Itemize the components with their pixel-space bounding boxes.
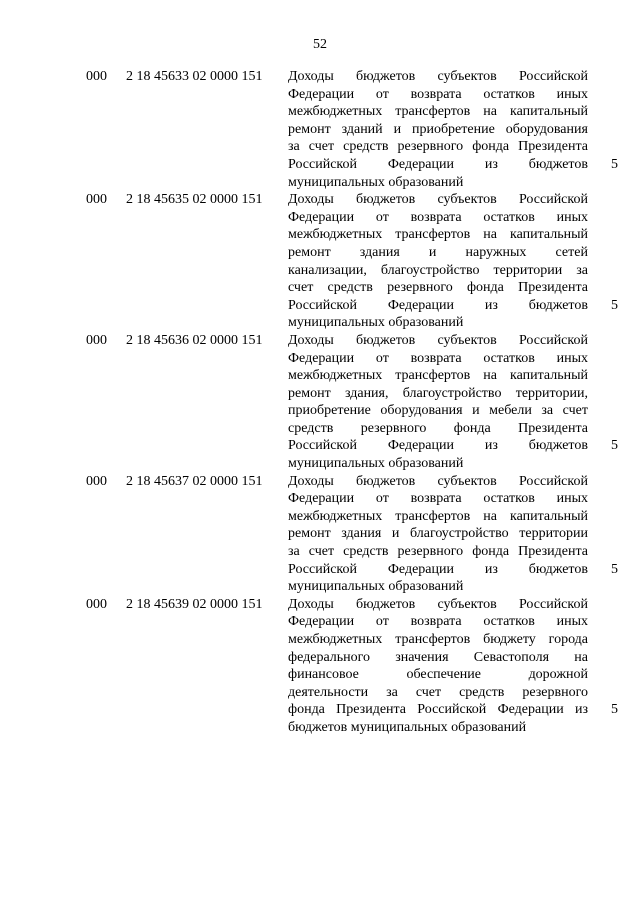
- description-line: муниципальных образований: [288, 579, 464, 595]
- description-line: Федерации от возврата остатков иных: [288, 86, 588, 102]
- income-description: [288, 332, 588, 473]
- description-line: счет средств резервного фонда Президента: [288, 280, 588, 296]
- description-line: ремонт здания и наружных сетей: [288, 244, 588, 260]
- page-number: 52: [313, 37, 327, 52]
- description-line: Российской Федерации из бюджетов: [288, 297, 588, 313]
- description-line: средств резервного фонда Президента: [288, 420, 588, 436]
- description-line: Российской Федерации из бюджетов: [288, 156, 588, 172]
- description-line: фонда Президента Российской Федерации из: [288, 702, 588, 718]
- description-line: деятельности за счет средств резервного: [288, 684, 588, 700]
- description-line: межбюджетных трансфертов на капитальный: [288, 104, 588, 120]
- table-row: [86, 332, 618, 473]
- description-line: Федерации от возврата остатков иных: [288, 491, 588, 507]
- description-line: ремонт здания и благоустройство территории: [288, 526, 588, 542]
- amount-value: 5: [611, 297, 618, 313]
- budget-classification-code: 2 18 45636 02 0000 151: [126, 332, 263, 348]
- description-line: Российской Федерации из бюджетов: [288, 561, 588, 577]
- budget-classification-code: 2 18 45635 02 0000 151: [126, 192, 263, 208]
- description-line: межбюджетных трансфертов бюджету города: [288, 632, 588, 647]
- amount-value: 5: [611, 156, 618, 172]
- description-line: ремонт зданий и приобретение оборудования: [288, 121, 588, 137]
- description-line: муниципальных образований: [288, 456, 464, 472]
- description-line: Доходы бюджетов субъектов Российской: [288, 596, 588, 612]
- description-line: межбюджетных трансфертов на капитальный: [288, 508, 588, 524]
- description-line: Доходы бюджетов субъектов Российской: [288, 69, 588, 84]
- description-line: Доходы бюджетов субъектов Российской: [288, 192, 588, 208]
- description-line: Российской Федерации из бюджетов: [288, 438, 588, 454]
- description-line: за счет средств резервного фонда Президента: [288, 544, 588, 560]
- description-line: Доходы бюджетов субъектов Российской: [288, 332, 588, 348]
- amount-value: 5: [611, 561, 618, 577]
- income-table: [86, 68, 618, 737]
- description-line: муниципальных образований: [288, 315, 464, 331]
- description-line: канализации, благоустройство территории за: [288, 262, 588, 278]
- table-row: [86, 68, 618, 191]
- budget-classification-code: 2 18 45639 02 0000 151: [126, 596, 263, 612]
- description-line: Доходы бюджетов субъектов Российской: [288, 473, 588, 489]
- description-line: Федерации от возврата остатков иных: [288, 209, 588, 225]
- description-line: муниципальных образований: [288, 174, 464, 190]
- description-line: бюджетов муниципальных образований: [288, 719, 527, 735]
- income-description: [288, 68, 588, 191]
- description-line: межбюджетных трансфертов на капитальный: [288, 368, 588, 384]
- income-description: [288, 191, 588, 332]
- description-line: Федерации от возврата остатков иных: [288, 614, 588, 630]
- admin-code: 000: [86, 69, 107, 84]
- description-line: межбюджетных трансфертов на капитальный: [288, 227, 588, 243]
- table-row: [86, 191, 618, 332]
- description-line: финансовое обеспечение дорожной: [288, 667, 588, 683]
- description-line: ремонт здания, благоустройство территории,: [288, 385, 588, 401]
- budget-classification-code: 2 18 45633 02 0000 151: [126, 69, 263, 84]
- admin-code: 000: [86, 192, 107, 208]
- description-line: Федерации от возврата остатков иных: [288, 350, 588, 366]
- table-row: [86, 596, 618, 737]
- admin-code: 000: [86, 596, 107, 612]
- income-description: [288, 596, 588, 737]
- amount-value: 5: [611, 438, 618, 454]
- table-row: [86, 473, 618, 596]
- budget-classification-code: 2 18 45637 02 0000 151: [126, 473, 263, 489]
- admin-code: 000: [86, 473, 107, 489]
- admin-code: 000: [86, 332, 107, 348]
- amount-value: 5: [611, 702, 618, 718]
- description-line: федерального значения Севастополя на: [288, 649, 588, 665]
- description-line: приобретение оборудования и мебели за счет: [288, 403, 588, 419]
- income-description: [288, 473, 588, 596]
- description-line: за счет средств резервного фонда Президента: [288, 139, 588, 155]
